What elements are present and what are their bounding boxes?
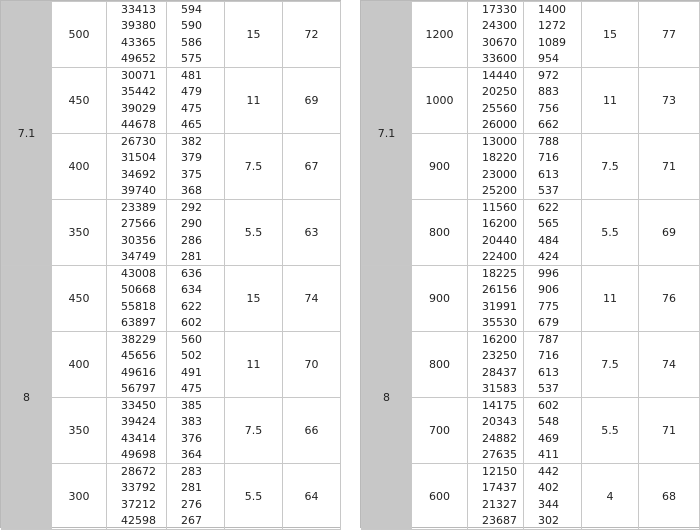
value-line: 25200 (482, 183, 517, 197)
values-cell-b (524, 68, 582, 134)
value-line: 662 (538, 117, 559, 131)
value-line: 565 (538, 217, 559, 231)
value-line: 33450 (121, 399, 156, 413)
value-line: 383 (181, 415, 202, 429)
value-line: 634 (181, 283, 202, 297)
value-line: 636 (181, 267, 202, 281)
value-line: 537 (538, 381, 559, 395)
power-cell: 7.5 (225, 398, 283, 464)
power-cell: 5.5 (582, 200, 639, 266)
values-cell-a (107, 266, 167, 332)
value-line: 18220 (482, 151, 517, 165)
value-line: 39424 (121, 415, 156, 429)
table-row (362, 464, 700, 530)
value-line: 382 (181, 135, 202, 149)
size-cell: 450 (52, 266, 107, 332)
values-cell-b (524, 398, 582, 464)
value-line: 42598 (121, 513, 156, 527)
values-cell-b (167, 266, 225, 332)
power-cell: 7.5 (582, 332, 639, 398)
value-line: 35442 (121, 85, 156, 99)
value-line: 30356 (121, 233, 156, 247)
noise-cell: 66 (283, 398, 341, 464)
value-line: 33792 (121, 481, 156, 495)
values-cell-b (524, 200, 582, 266)
value-line: 883 (538, 85, 559, 99)
data-table-right (361, 1, 700, 530)
values-cell-b (524, 266, 582, 332)
value-line: 267 (181, 513, 202, 527)
value-line: 17437 (482, 481, 517, 495)
noise-cell: 68 (639, 464, 700, 530)
values-cell-b (524, 134, 582, 200)
value-line: 28437 (482, 365, 517, 379)
value-line: 16200 (482, 333, 517, 347)
power-cell: 11 (225, 68, 283, 134)
value-line: 484 (538, 233, 559, 247)
value-line: 25560 (482, 101, 517, 115)
value-line: 560 (181, 333, 202, 347)
value-line: 281 (181, 481, 202, 495)
value-line: 602 (181, 315, 202, 329)
value-line: 368 (181, 183, 202, 197)
size-cell: 450 (52, 68, 107, 134)
size-cell: 1200 (412, 2, 468, 68)
value-line: 63897 (121, 315, 156, 329)
size-cell: 800 (412, 200, 468, 266)
size-cell: 350 (52, 200, 107, 266)
table-row (362, 398, 700, 464)
values-cell-a (107, 200, 167, 266)
noise-cell: 67 (283, 134, 341, 200)
power-cell: 5.5 (225, 464, 283, 530)
value-line: 465 (181, 117, 202, 131)
value-line: 475 (181, 101, 202, 115)
value-line: 622 (181, 299, 202, 313)
group-label: 8 (2, 266, 52, 530)
value-line: 1400 (538, 3, 566, 17)
value-line: 20440 (482, 233, 517, 247)
noise-cell: 70 (283, 332, 341, 398)
value-line: 50668 (121, 283, 156, 297)
value-line: 276 (181, 497, 202, 511)
table-row (2, 200, 341, 266)
power-cell: 15 (225, 266, 283, 332)
table-row (362, 266, 700, 332)
power-cell: 15 (225, 2, 283, 68)
values-cell-a (468, 200, 524, 266)
values-cell-a (107, 2, 167, 68)
value-line: 30670 (482, 35, 517, 49)
values-cell-a (468, 68, 524, 134)
table-row (362, 2, 700, 68)
values-cell-b (524, 464, 582, 530)
values-cell-b (167, 200, 225, 266)
value-line: 31583 (482, 381, 517, 395)
value-line: 38229 (121, 333, 156, 347)
value-line: 613 (538, 365, 559, 379)
value-line: 34692 (121, 167, 156, 181)
value-line: 13000 (482, 135, 517, 149)
table-row (2, 398, 341, 464)
value-line: 424 (538, 249, 559, 263)
group-label: 7.1 (362, 2, 412, 266)
value-line: 14440 (482, 69, 517, 83)
value-line: 33600 (482, 51, 517, 65)
value-line: 475 (181, 381, 202, 395)
size-cell: 700 (412, 398, 468, 464)
value-line: 22400 (482, 249, 517, 263)
value-line: 34749 (121, 249, 156, 263)
table-row (2, 266, 341, 332)
values-cell-b (167, 464, 225, 530)
value-line: 23000 (482, 167, 517, 181)
values-cell-b (524, 332, 582, 398)
values-cell-a (107, 398, 167, 464)
value-line: 954 (538, 51, 559, 65)
noise-cell: 64 (283, 464, 341, 530)
noise-cell: 71 (639, 398, 700, 464)
value-line: 972 (538, 69, 559, 83)
size-cell: 350 (52, 398, 107, 464)
value-line: 43365 (121, 35, 156, 49)
values-cell-a (107, 464, 167, 530)
size-cell: 500 (52, 2, 107, 68)
value-line: 31504 (121, 151, 156, 165)
value-line: 481 (181, 69, 202, 83)
size-cell: 900 (412, 266, 468, 332)
value-line: 775 (538, 299, 559, 313)
value-line: 996 (538, 267, 559, 281)
value-line: 292 (181, 201, 202, 215)
values-cell-b (524, 2, 582, 68)
right-table-panel (360, 0, 700, 528)
value-line: 49652 (121, 51, 156, 65)
value-line: 12150 (482, 465, 517, 479)
value-line: 18225 (482, 267, 517, 281)
value-line: 20343 (482, 415, 517, 429)
value-line: 469 (538, 431, 559, 445)
noise-cell: 74 (283, 266, 341, 332)
value-line: 376 (181, 431, 202, 445)
value-line: 594 (181, 3, 202, 17)
value-line: 613 (538, 167, 559, 181)
value-line: 590 (181, 19, 202, 33)
value-line: 27566 (121, 217, 156, 231)
value-line: 45656 (121, 349, 156, 363)
data-table-left (1, 1, 341, 530)
values-cell-a (107, 332, 167, 398)
value-line: 286 (181, 233, 202, 247)
value-line: 1272 (538, 19, 566, 33)
value-line: 622 (538, 201, 559, 215)
value-line: 502 (181, 349, 202, 363)
size-cell: 900 (412, 134, 468, 200)
value-line: 491 (181, 365, 202, 379)
table-row (2, 134, 341, 200)
table-row (2, 464, 341, 530)
value-line: 1089 (538, 35, 566, 49)
value-line: 906 (538, 283, 559, 297)
value-line: 442 (538, 465, 559, 479)
value-line: 44678 (121, 117, 156, 131)
noise-cell: 74 (639, 332, 700, 398)
value-line: 21327 (482, 497, 517, 511)
value-line: 575 (181, 51, 202, 65)
value-line: 27635 (482, 447, 517, 461)
value-line: 23250 (482, 349, 517, 363)
noise-cell: 71 (639, 134, 700, 200)
value-line: 43008 (121, 267, 156, 281)
value-line: 26156 (482, 283, 517, 297)
value-line: 24882 (482, 431, 517, 445)
power-cell: 7.5 (582, 134, 639, 200)
value-line: 586 (181, 35, 202, 49)
table-row (2, 332, 341, 398)
value-line: 788 (538, 135, 559, 149)
values-cell-a (107, 68, 167, 134)
values-cell-b (167, 68, 225, 134)
values-cell-a (468, 398, 524, 464)
values-cell-b (167, 398, 225, 464)
values-cell-a (468, 332, 524, 398)
value-line: 24300 (482, 19, 517, 33)
table-row (2, 68, 341, 134)
table-row (362, 332, 700, 398)
power-cell: 7.5 (225, 134, 283, 200)
group-label: 7.1 (2, 2, 52, 266)
table-row (362, 200, 700, 266)
value-line: 23687 (482, 513, 517, 527)
value-line: 43414 (121, 431, 156, 445)
values-cell-a (468, 464, 524, 530)
size-cell: 400 (52, 134, 107, 200)
value-line: 14175 (482, 399, 517, 413)
left-table-panel (0, 0, 341, 528)
noise-cell: 63 (283, 200, 341, 266)
values-cell-b (167, 2, 225, 68)
values-cell-a (468, 2, 524, 68)
power-cell: 11 (582, 68, 639, 134)
value-line: 290 (181, 217, 202, 231)
value-line: 756 (538, 101, 559, 115)
value-line: 679 (538, 315, 559, 329)
power-cell: 11 (582, 266, 639, 332)
group-label: 8 (362, 266, 412, 530)
noise-cell: 73 (639, 68, 700, 134)
value-line: 33413 (121, 3, 156, 17)
value-line: 23389 (121, 201, 156, 215)
value-line: 49616 (121, 365, 156, 379)
value-line: 787 (538, 333, 559, 347)
noise-cell: 76 (639, 266, 700, 332)
value-line: 302 (538, 513, 559, 527)
value-line: 28672 (121, 465, 156, 479)
value-line: 49698 (121, 447, 156, 461)
value-line: 16200 (482, 217, 517, 231)
value-line: 479 (181, 85, 202, 99)
value-line: 402 (538, 481, 559, 495)
value-line: 55818 (121, 299, 156, 313)
size-cell: 400 (52, 332, 107, 398)
table-row (362, 68, 700, 134)
size-cell: 300 (52, 464, 107, 530)
value-line: 39380 (121, 19, 156, 33)
value-line: 375 (181, 167, 202, 181)
power-cell: 15 (582, 2, 639, 68)
table-row (362, 134, 700, 200)
value-line: 20250 (482, 85, 517, 99)
value-line: 602 (538, 399, 559, 413)
power-cell: 4 (582, 464, 639, 530)
value-line: 283 (181, 465, 202, 479)
value-line: 56797 (121, 381, 156, 395)
value-line: 548 (538, 415, 559, 429)
power-cell: 5.5 (582, 398, 639, 464)
value-line: 37212 (121, 497, 156, 511)
value-line: 26000 (482, 117, 517, 131)
value-line: 39029 (121, 101, 156, 115)
size-cell: 800 (412, 332, 468, 398)
value-line: 385 (181, 399, 202, 413)
power-cell: 5.5 (225, 200, 283, 266)
value-line: 281 (181, 249, 202, 263)
value-line: 364 (181, 447, 202, 461)
values-cell-a (107, 134, 167, 200)
value-line: 344 (538, 497, 559, 511)
table-row (2, 2, 341, 68)
values-cell-a (468, 266, 524, 332)
value-line: 31991 (482, 299, 517, 313)
size-cell: 600 (412, 464, 468, 530)
noise-cell: 69 (283, 68, 341, 134)
value-line: 379 (181, 151, 202, 165)
values-cell-a (468, 134, 524, 200)
value-line: 30071 (121, 69, 156, 83)
value-line: 35530 (482, 315, 517, 329)
value-line: 716 (538, 151, 559, 165)
value-line: 39740 (121, 183, 156, 197)
value-line: 716 (538, 349, 559, 363)
values-cell-b (167, 134, 225, 200)
size-cell: 1000 (412, 68, 468, 134)
values-cell-b (167, 332, 225, 398)
noise-cell: 72 (283, 2, 341, 68)
value-line: 26730 (121, 135, 156, 149)
noise-cell: 69 (639, 200, 700, 266)
value-line: 537 (538, 183, 559, 197)
value-line: 11560 (482, 201, 517, 215)
value-line: 17330 (482, 3, 517, 17)
noise-cell: 77 (639, 2, 700, 68)
value-line: 411 (538, 447, 559, 461)
power-cell: 11 (225, 332, 283, 398)
